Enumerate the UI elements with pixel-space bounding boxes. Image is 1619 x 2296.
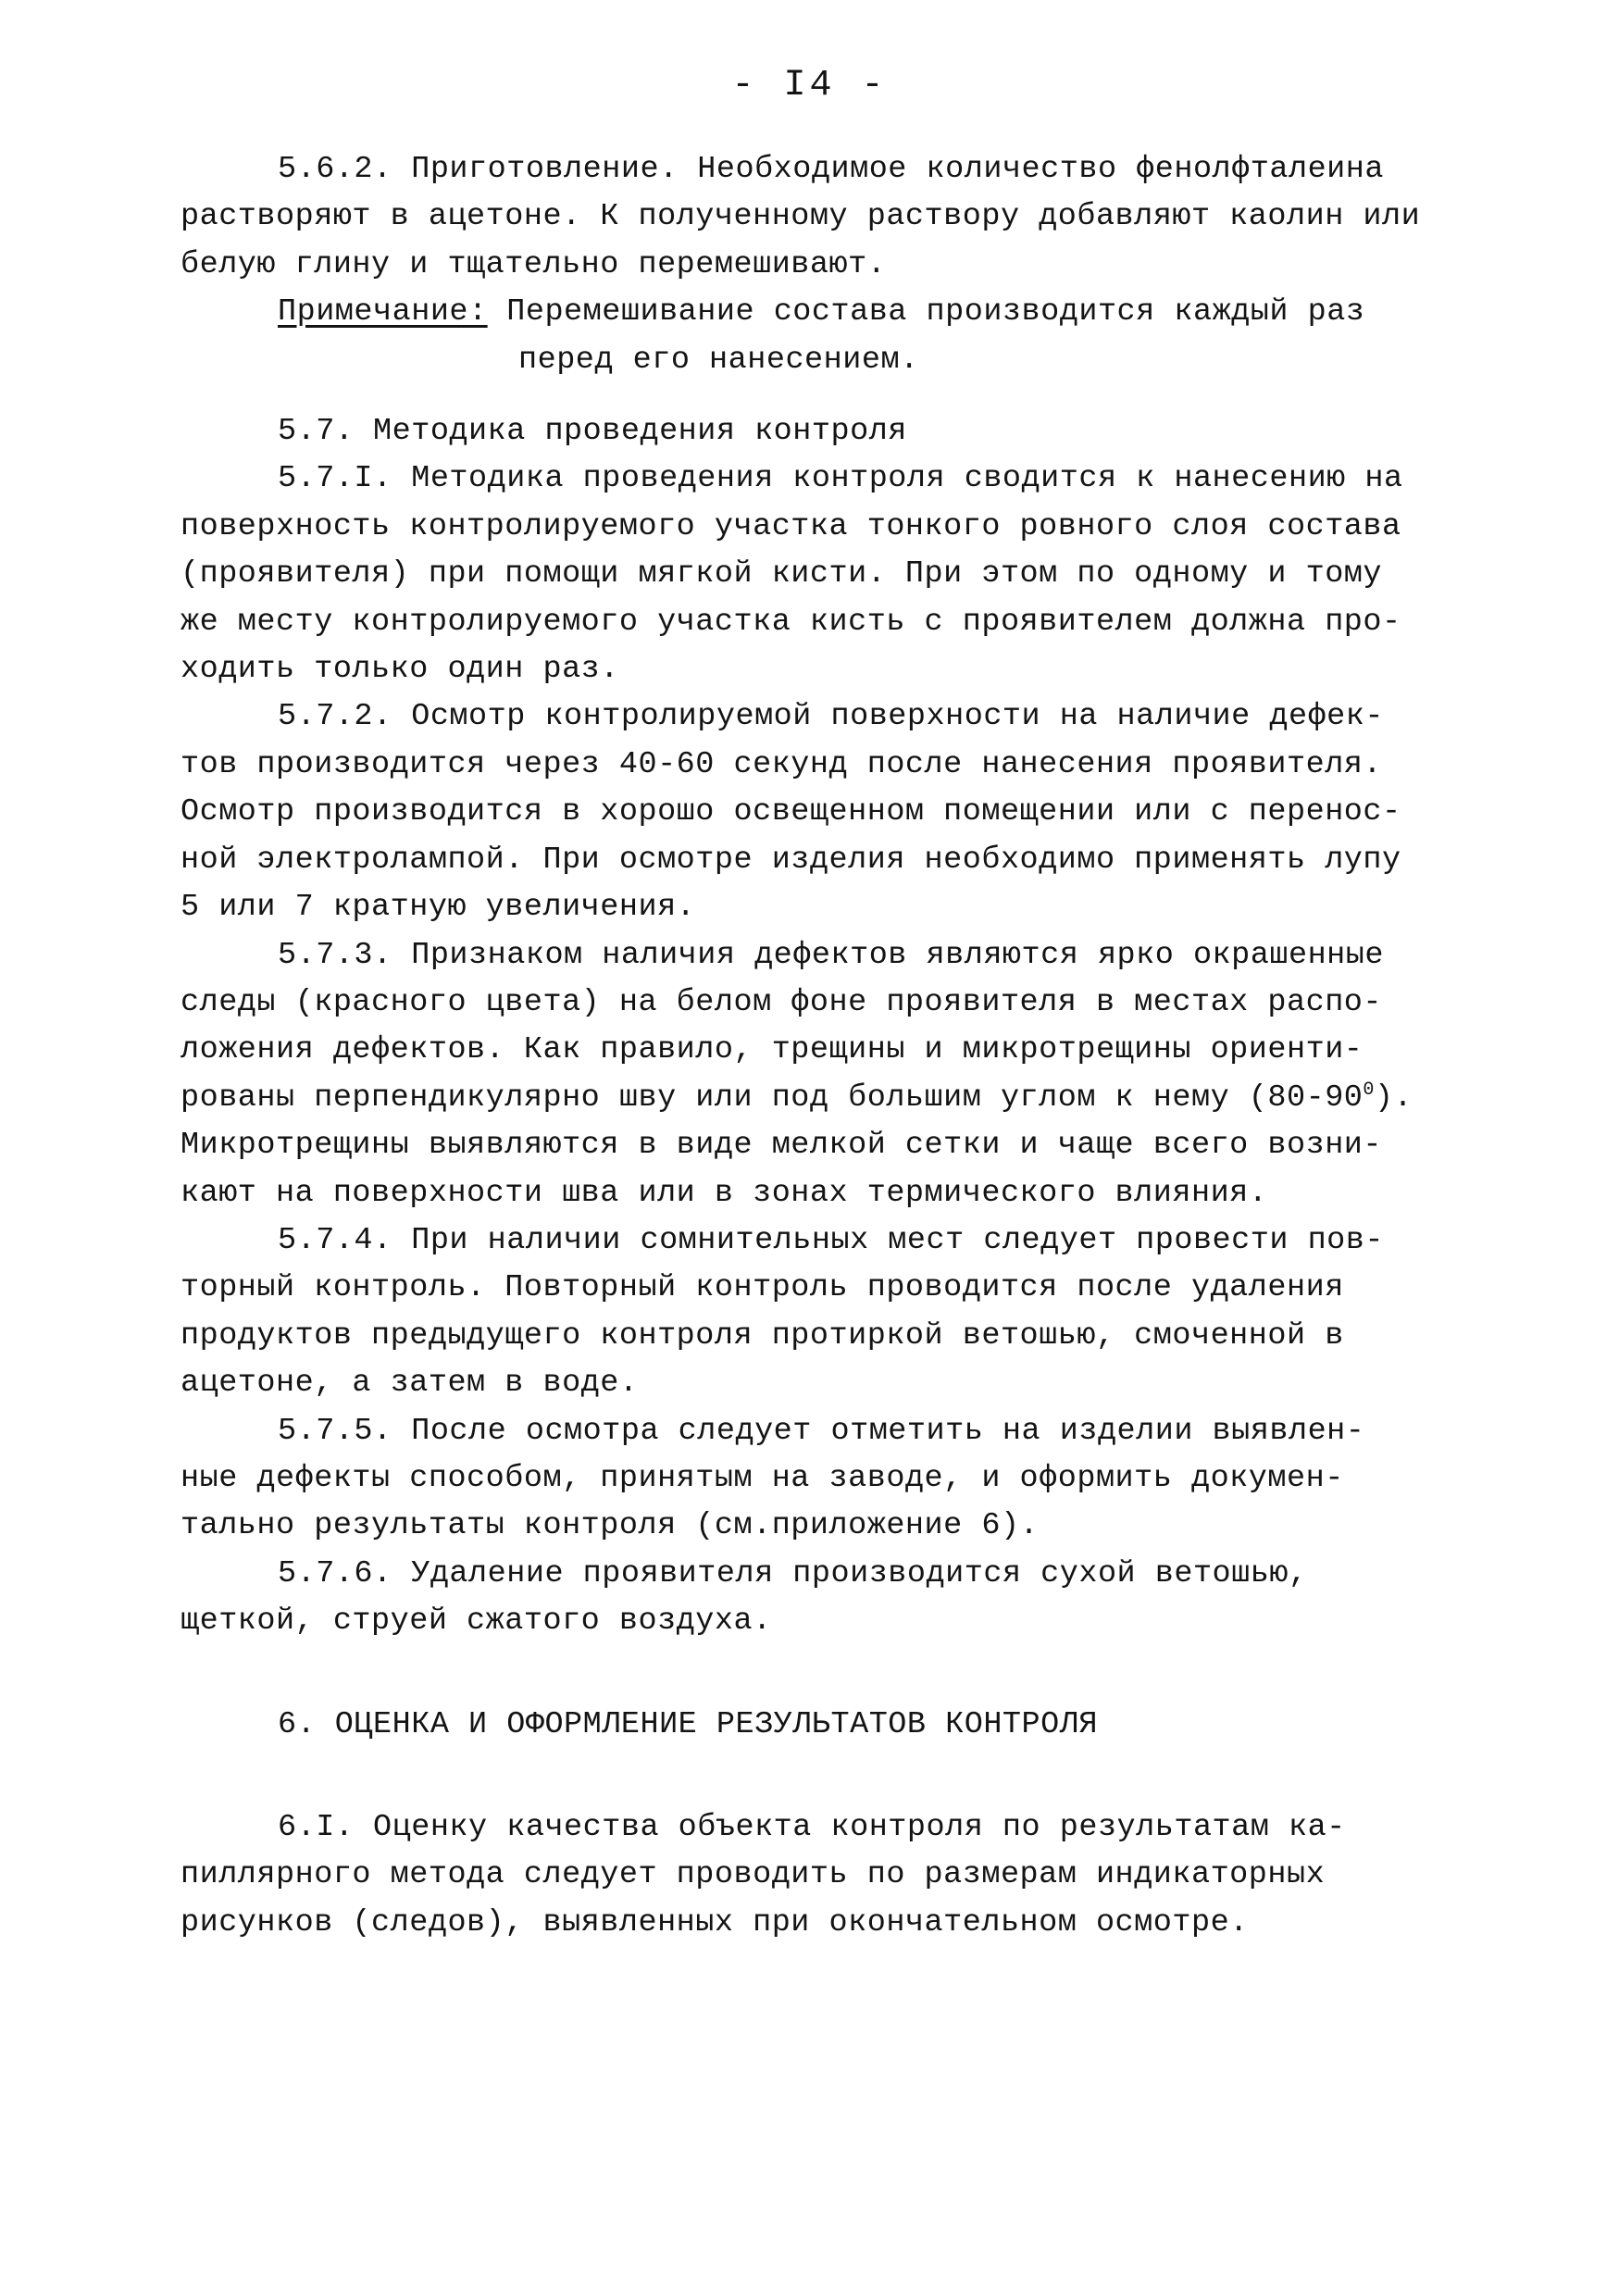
- text-line: торный контроль. Повторный контроль проводится после удаления: [181, 1270, 1344, 1306]
- paragraph-5-7-5: [181, 1408, 1500, 1551]
- text-line: же месту контролируемого участка кисть с проявителем должна про-: [181, 604, 1401, 640]
- text-line: 5.7.I. Методика проведения контроля сводится к нанесению на: [278, 461, 1403, 497]
- note-text: Перемешивание состава производится каждый раз: [506, 294, 1365, 331]
- text-line: [181, 289, 1500, 336]
- note-block: [181, 289, 1500, 384]
- paragraph-5-7-2: [181, 693, 1500, 931]
- text-line: 5 или 7 кратную увеличения.: [181, 890, 696, 926]
- section-heading-6: 6. ОЦЕНКА И ОФОРМЛЕНИЕ РЕЗУЛЬТАТОВ КОНТРОЛЯ: [278, 1706, 1098, 1742]
- text-line: 5.7.2. Осмотр контролируемой поверхности на наличие дефек-: [278, 699, 1384, 735]
- paragraph-5-6-2: [181, 146, 1500, 289]
- paragraph-5-7-3: [181, 932, 1500, 1217]
- text-line: 5.7.4. При наличии сомнительных мест следует провести пов-: [278, 1222, 1384, 1258]
- text-line: продуктов предыдущего контроля протиркой ветошью, смоченной в: [181, 1317, 1344, 1354]
- text-line: ходить только один раз.: [181, 652, 619, 688]
- text-line: белую глину и тщательно перемешивают.: [181, 246, 887, 282]
- text-line: растворяют в ацетоне. К полученному раствору добавляют каолин или: [181, 199, 1421, 235]
- spacer: [181, 384, 1500, 408]
- spacer: [181, 1646, 1500, 1702]
- note-label: Примечание:: [278, 294, 488, 331]
- text-line: (проявителя) при помощи мягкой кисти. При этом по одному и тому: [181, 556, 1383, 593]
- text-line: [181, 1075, 1500, 1122]
- text-line: тально результаты контроля (см.приложение 6).: [181, 1508, 1040, 1544]
- text-line: следы (красного цвета) на белом фоне проявителя в местах распо-: [181, 984, 1383, 1020]
- text-line: 5.6.2. Приготовление. Необходимое количество фенолфталеина: [278, 152, 1384, 187]
- text-line: Микротрещины выявляются в виде мелкой сетки и чаще всего возни-: [181, 1128, 1383, 1164]
- text-line: ацетоне, а затем в воде.: [181, 1366, 639, 1402]
- text-line: кают на поверхности шва или в зонах термического влияния.: [181, 1175, 1268, 1211]
- document-body: [181, 146, 1500, 1947]
- paragraph-5-7-4: [181, 1217, 1500, 1408]
- degree-superscript: 0: [1363, 1079, 1375, 1101]
- text-line: пиллярного метода следует проводить по размерам индикаторных: [181, 1857, 1326, 1893]
- text-line: перед его нанесением.: [518, 342, 919, 378]
- paragraph-5-7-6: [181, 1551, 1500, 1646]
- page-number: - I4 -: [731, 65, 888, 106]
- text-line: ные дефекты способом, принятым на заводе, и оформить докумен-: [181, 1460, 1344, 1496]
- text-line: Осмотр производится в хорошо освещенном помещении или с перенос-: [181, 794, 1401, 830]
- paragraph-5-7-1: [181, 455, 1500, 693]
- text-segment: ).: [1374, 1079, 1414, 1116]
- text-line: 5.7.3. Признаком наличия дефектов являются ярко окрашенные: [278, 937, 1384, 973]
- text-line: 5.7.6. Удаление проявителя производится сухой ветошью,: [278, 1555, 1308, 1591]
- text-line: щеткой, струей сжатого воздуха.: [181, 1603, 772, 1640]
- text-line: ложения дефектов. Как правило, трещины и микротрещины ориенти-: [181, 1032, 1364, 1068]
- text-line: тов производится через 40-60 секунд после нанесения проявителя.: [181, 746, 1383, 782]
- text-line: рисунков (следов), выявленных при окончательном осмотре.: [181, 1904, 1249, 1940]
- text-line: поверхность контролируемого участка тонкого ровного слоя состава: [181, 508, 1401, 544]
- text-segment: рованы перпендикулярно шву или под большим углом к нему (80-90: [181, 1079, 1364, 1116]
- text-line: 5.7.5. После осмотра следует отметить на изделии выявлен-: [278, 1413, 1365, 1449]
- spacer: [181, 1749, 1500, 1804]
- text-line: ной электролампой. При осмотре изделия необходимо применять лупу: [181, 842, 1401, 878]
- text-line: 6.I. Оценку качества объекта контроля по результатам ка-: [278, 1810, 1346, 1845]
- paragraph-6-1: [181, 1804, 1500, 1947]
- section-heading-5-7: 5.7. Методика проведения контроля: [278, 414, 907, 450]
